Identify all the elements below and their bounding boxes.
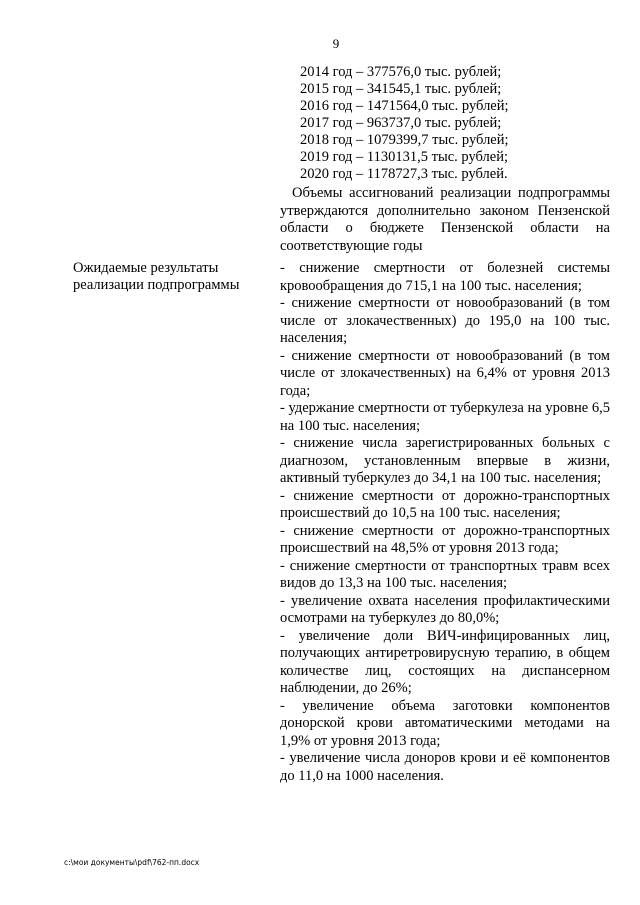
result-list-item: - снижение смертности от новообразований (в том числе от злокачественных) до 195,0 на 100 тыс. населения; (280, 295, 610, 346)
result-list-item: - снижение смертности от дорожно-транспортных происшествий до 10,5 на 100 тыс. населения; (280, 487, 610, 521)
result-list-item: - увеличение объема заготовки компонентов донорской крови автоматическими методами на 1,9% от уровня 2013 года; (280, 697, 610, 749)
page-number: 9 (332, 36, 340, 51)
result-list-item: - удержание смертности от туберкулеза на уровне 6,5 на 100 тыс. населения; (280, 400, 610, 434)
result-list-item: - увеличение числа доноров крови и её компонентов до 11,0 на 1000 населения. (280, 750, 610, 784)
result-list-item: - снижение числа зарегистрированных больных с диагнозом, установленным впервые в жизни, активный туберкулез до 34,1 на 100 тыс. населения; (280, 435, 610, 486)
funding-by-year-list (300, 64, 509, 183)
funding-year-line: 2020 год – 1178727,3 тыс. рублей. (300, 166, 508, 182)
result-list-item: - снижение смертности от транспортных травм всех видов до 13,3 на 100 тыс. населения; (280, 557, 610, 591)
funding-year-line: 2014 год – 377576,0 тыс. рублей; (300, 64, 502, 80)
expected-results-label: Ожидаемые результаты реализации подпрограммы (73, 260, 240, 293)
result-list-item: - снижение смертности от болезней системы кровообращения до 715,1 на 100 тыс. населения; (280, 260, 610, 294)
footer-file-path: c:\мои документы\pdf\762-пп.docx (64, 858, 200, 867)
result-list-item: - снижение смертности от новообразований (в том числе от злокачественных) на 6,4% от уровня 2013 года; (280, 347, 610, 399)
funding-year-line: 2015 год – 341545,1 тыс. рублей; (300, 81, 502, 97)
funding-year-line: 2016 год – 1471564,0 тыс. рублей; (300, 98, 509, 114)
funding-year-line: 2018 год – 1079399,7 тыс. рублей; (300, 132, 509, 148)
funding-year-line: 2017 год – 963737,0 тыс. рублей; (300, 115, 502, 131)
expected-results-list (280, 260, 610, 785)
result-list-item: - снижение смертности от дорожно-транспортных происшествий на 48,5% от уровня 2013 года; (280, 522, 610, 556)
result-list-item: - увеличение доли ВИЧ-инфицированных лиц, получающих антиретровирусную терапию, в общем количестве лиц, состоящих на диспансерном наблюдении, до 26%; (280, 627, 610, 696)
funding-note-paragraph: Объемы ассигнований реализации подпрограммы утверждаются дополнительно законом Пензенской области о бюджете Пензенской области на соответствующие годы (280, 185, 610, 254)
result-list-item: - увеличение охвата населения профилактическими осмотрами на туберкулез до 80,0%; (280, 592, 610, 626)
funding-year-line: 2019 год – 1130131,5 тыс. рублей; (300, 149, 508, 165)
